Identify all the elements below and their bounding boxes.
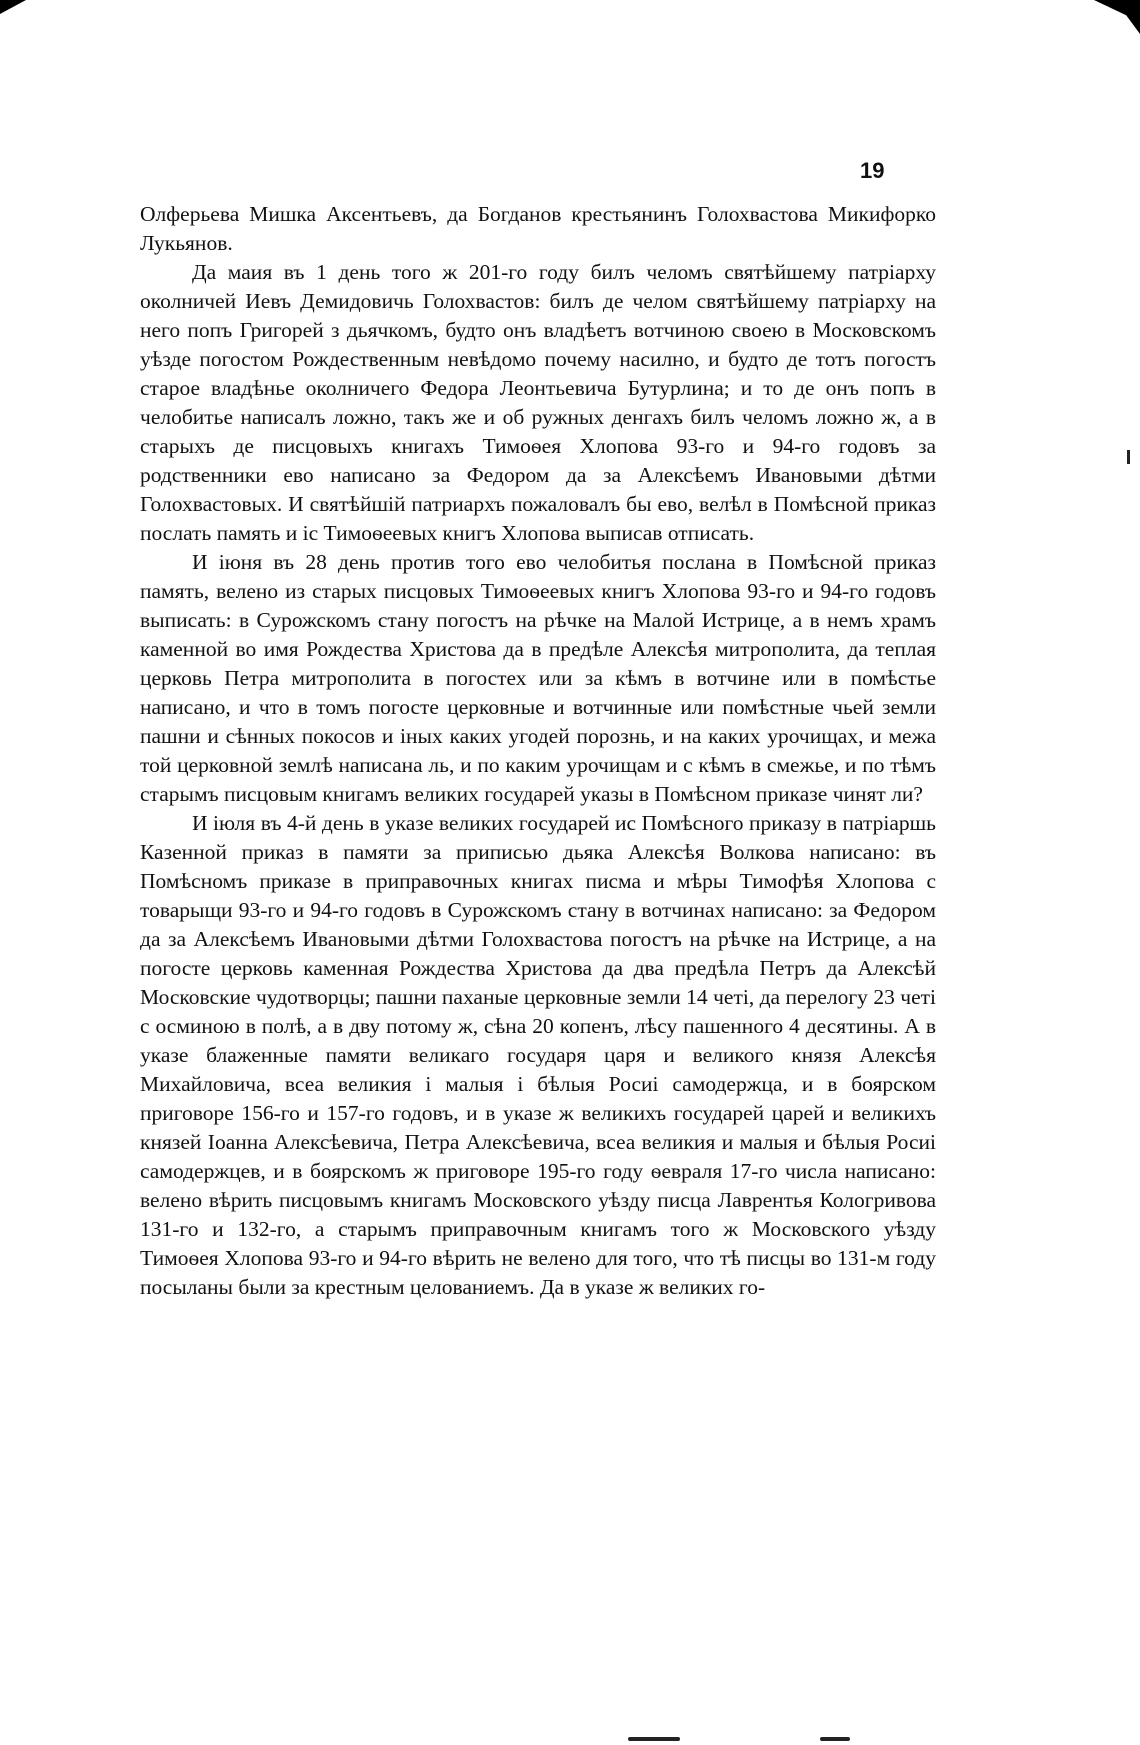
scan-corner-mark-left — [0, 0, 26, 14]
scan-corner-mark-right — [1094, 0, 1140, 34]
page-number: 19 — [860, 158, 885, 183]
paragraph: И іюля въ 4-й день в указе великих государей ис Помѣсного приказу в патріаршь Казенной приказ в памяти за приписью дьяка Алексѣя Волкова написано: въ Помѣсномъ приказе в приправочных книгах писма и мѣры Тимофѣя Хлопова с товарыщи 93-го и 94-го годовъ в Сурожскомъ стану в вотчинах написано: за Федором да за Алексѣемъ Ивановыми дѣтми Голохвастова погостъ на рѣчке на Истрице, а на погосте церковь каменная Рождества Христова да два предѣла Петръ да Алексѣй Московские чудотворцы; пашни паханые церковные земли 14 четі, да перелогу 23 четі с осминою в полѣ, а в дву потому ж, сѣна 20 копенъ, лѣсу пашенного 4 десятины. А в указе блаженные памяти великаго государя царя и великого князя Алексѣя Михайловича, всеа великия і малыя і бѣлыя Росиі самодержца, и в боярском приговоре 156-го и 157-го годовъ, и в указе ж великихъ государей царей и великихъ князей Іоанна Алексѣевича, Петра Алексѣевича, всеа великия и малыя и бѣлыя Росиі самодержцев, и в боярскомъ ж приговоре 195-го году ѳевраля 17-го числа написано: велено вѣрить писцовымъ книгамъ Московского уѣзду писца Лаврентья Кологривова 131-го и 132-го, а старымъ приправочным книгамъ того ж Московского уѣзду Тимоѳея Хлопова 93-го и 94-го вѣрить не велено для того, что тѣ писцы во 131-м году посыланы были за крестным целованиемъ. Да в указе ж великих го- — [140, 811, 936, 1299]
body-text — [140, 200, 936, 1302]
scan-artifact — [820, 1737, 850, 1741]
scan-edge-mark — [1127, 450, 1130, 464]
paragraph: Олферьева Мишка Аксентьевъ, да Богданов крестьянинъ Голохвастова Микифорко Лукьянов. — [140, 202, 936, 255]
scan-artifact — [628, 1737, 680, 1741]
paragraph: И іюня въ 28 день против того ево челобитья послана в Помѣсной приказ память, велено из старых писцовых Тимоѳеевых книгъ Хлопова 93-го и 94-го годовъ выписать: в Сурожскомъ стану погостъ на рѣчке на Малой Истрице, а в немъ храмъ каменной во имя Рождества Христова да в предѣле Алексѣя митрополита, да теплая церковь Петра митрополита в погостех или за кѣмъ в вотчине или в помѣстье написано, и что в томъ погосте церковные и вотчинные или помѣстные чьей земли пашни и сѣнных покосов и іных каких угодей порознь, и на каких урочищах, и межа той церковной землѣ написана ль, и по каким урочищам и с кѣмъ в смежье, и по тѣмъ старымъ писцовым книгамъ великих государей указы в Помѣсном приказе чинят ли? — [140, 550, 936, 806]
paragraph: Да маия въ 1 день того ж 201-го году билъ челомъ святѣйшему патріарху околничей Иевъ Демидовичь Голохвастов: билъ де челом святѣйшему патріарху на него попъ Григорей з дьячкомъ, будто онъ владѣетъ вотчиною своею в Московскомъ уѣзде погостом Рождественным невѣдомо почему насилно, и будто де тотъ погостъ старое владѣнье околничего Федора Леонтьевича Бутурлина; и то де онъ попъ в челобитье написалъ ложно, такъ же и об ружных денгахъ билъ челомъ ложно ж, а в старыхъ де писцовыхъ книгахъ Тимоѳея Хлопова 93-го и 94-го годовъ за родственники ево написано за Федором да за Алексѣемъ Ивановыми дѣтми Голохвастовых. И святѣйшій патриархъ пожаловалъ бы ево, велѣл в Помѣсной приказ послать память и іс Тимоѳеевых книгъ Хлопова выписав отписать. — [140, 260, 936, 545]
